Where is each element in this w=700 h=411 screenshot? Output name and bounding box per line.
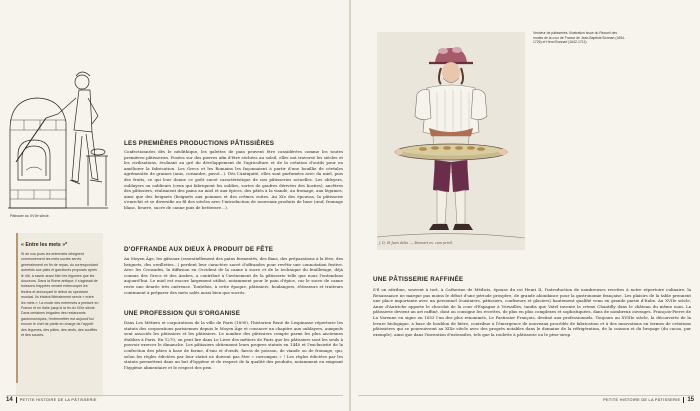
page-number-right: 15 bbox=[687, 397, 694, 403]
section-body-profession: Dans Les Métiers et corporations de la ville de Paris (1890), l'historien René de Lespinasse répertorie les statuts des corporations parisiennes depuis le Moyen Âge et consacre un chapitre aux oublayers, auxquels sont associés les pâtissiers et les pâtissiers. Le nombre des pâtissiers compte parmi les plus anciennes établies à Paris. En 1270, on peut lire dans Le Livre des métiers de Paris que les pâtissiers sont les seuls à pouvoir exercer le dimanche. Les pâtissiers obtiennent leurs propres statuts en 1440 et l'exclusivité de la confection des pâtes à base de farine, d'eau et d'œufs, farcis de poisson, de viande ou de fromage, qui, selon les règles édictées par leur statut ne doivent pas être « corrompus » ! Les règles édictées par les statuts permettent dans un but d'hygiène et de respect de la qualité des produits, notamment en exigeant l'hygiène alimentaire et le respect des prix. bbox=[124, 320, 343, 370]
section-title-offrande: D'OFFRANDE AUX DIEUX À PRODUIT DE FÊTE bbox=[124, 246, 274, 253]
pastry-vendor-engraving-icon bbox=[377, 32, 525, 250]
section-title-patisserie-raffinee: UNE PÂTISSERIE RAFFINÉE bbox=[373, 276, 464, 283]
sidebar-accent-rule bbox=[16, 233, 18, 383]
running-head-right: PETITE HISTOIRE DE LA PÂTISSERIE bbox=[603, 398, 681, 402]
section-title-premieres-productions: LES PREMIÈRES PRODUCTIONS PÂTISSIÈRES bbox=[124, 140, 275, 147]
plate-engraver-signature: J. D. St Jean delin. — Bonnart ex. cum privil. bbox=[379, 241, 453, 245]
section-body-offrande: Au Moyen Âge, les gâteaux (essentiellement des pains fermentés, des flans, des préparations à la fève, des beignets, des oreillettes…) perdent leur caractère sacré d'offrandes pour revêtir une connotation festive. Avec les Croisades, la diffusion en Occident de la canne à sucre et de la technique du feuilletage, déjà connue des Grecs et des Arabes, a contribué à l'avènement de la pâtisserie telle que nous l'entendons aujourd'hui. Le miel est encore largement utilisé, notamment pour le pain d'épice, car le sucre de canne reste une denrée très onéreuse. Toutefois, à cette époque, pâtissiers, boulangers, rôtisseurs et traiteurs continuent à préparer des mets salés aussi bien que sucrés. bbox=[124, 256, 343, 295]
pastry-vendor-plate bbox=[377, 32, 525, 250]
footer-right bbox=[358, 395, 694, 404]
folio-separator bbox=[16, 397, 17, 403]
sidebar-body: Si de nos jours les entremets désignent communément les mets sucrés servis généralement en fin de repas, du correspondant autrefois aux plats et garnitures proposés après le rôti, à savoir aussi bien les légumes que les douceurs. Dans la Rome antique, il s'agissait de boissons frappées venant entrecouper les festins et annonçant le début du spectacle musical. Ils étaient littéralement servis « entre les mets ». La mode des entremets a perduré en France et en Italie jusqu'à la fin du XIXe siècle. Dans certaines brigades des restaurants gastronomiques, l'entremettier est aujourd'hui encore le chef de partie en charge de l'apprêt des légumes, des pâtes, des œufs, des soufflés et des sauces. bbox=[21, 252, 99, 338]
sidebar-title: « Entre les mets »* bbox=[21, 242, 68, 248]
folio-separator bbox=[683, 397, 684, 403]
illustration-caption: Pâtissier au XVIIe siècle. bbox=[10, 214, 50, 218]
page-number-left: 14 bbox=[6, 397, 13, 403]
section-body-patisserie-raffinee: S'il on attribue, souvent à tort, à Catherine de Médicis, épouse du roi Henri II, l'introduction de nombreuses recettes à notre répertoire culinaire, la Renaissance ne marque pas moins le début d'une période prospère, de grande abondance pour la gastronomie française. Les plaisirs de la table prennent une place importante avec un personnel (cuisiniers, pâtissiers, confiseurs et glaciers) hautement qualifié venu en grande partie d'Italie. Au XVIIe siècle, Anne d'Autriche apporte le chocolat de la cour d'Espagne à Versailles, tandis que Vatel invente la crème Chantilly dans le château du même nom. La pâtisserie devient un art raffiné, dont on consigne les recettes, de plus en plus complexes et sophistiquées, dans de nombreux ouvrages. François-Pierre de La Varenne en signe en 1653 l'un des plus renommés, Le Pastissier François, destiné aux professionnels. Toujours au XVIIIe siècle, la découverte de la levure biologique, à base de houblon de bière, contribue à l'émergence de nouveaux procédés de fabrication et à des innovations en termes de créations pâtissières qui se poursuivront au XIXe siècle avec des progrès notables dans le domaine de la réfrigération, de la cuisson et du broyage (du cacao, par exemple), ainsi que dans l'invention d'ustensiles, tels que la roulette à pâtisserie ou le pèse-sirop. bbox=[373, 287, 691, 337]
plate-caption: Vendeur de pâtisseries. Illustration issue du Recueil des modes de la cour de France de Jean-Baptiste Bonnart (1654-1726) et Henri Bonnart (1642-1711). bbox=[533, 31, 626, 44]
section-title-profession: UNE PROFESSION QUI S'ORGANISE bbox=[124, 310, 241, 317]
running-head-left: PETITE HISTOIRE DE LA PÂTISSERIE bbox=[19, 398, 97, 402]
footer-left bbox=[6, 395, 343, 404]
baker-oven-engraving-icon bbox=[6, 60, 110, 210]
section-body-premieres-productions: Confectionnées dès le néolithique, les galettes de pain peuvent être considérées comme les toutes premières pâtisseries. Posées sur des pierres afin d'être séchées au soleil, elles ont traversé les siècles et les civilisations, évoluant au gré du développement de l'agriculture et de la création d'outils pour en améliorer la fabrication. Les Grecs et les Romains les façonnaient à partir d'une bouillie de céréales agrémentée de graines (anis, coriandre, pavot…). Dès l'Antiquité, elles sont parfumées avec du miel, puis des fruits, ce qui leur donne ce goût sucré caractéristique de nos pâtisseries actuelles. Les obleyers, oublayers ou oublieurs (ceux qui fabriquent les oublies, sortes de gaufres dérivées des hosties), ancêtres des pâtissiers, réalisaient des pains au miel et aux épices, des pâtés à la viande, au fromage, aux légumes, ainsi que des beignets (beignets aux pommes et des crêmes cuites. Au XIe des épouvas, la pâtisserie s'enrichit et se diversifie au fil des siècles avec l'introduction de nouveaux produits de base (œuf, fromage blanc, beurre, sucre de canne puis de betterave…). bbox=[124, 149, 343, 210]
